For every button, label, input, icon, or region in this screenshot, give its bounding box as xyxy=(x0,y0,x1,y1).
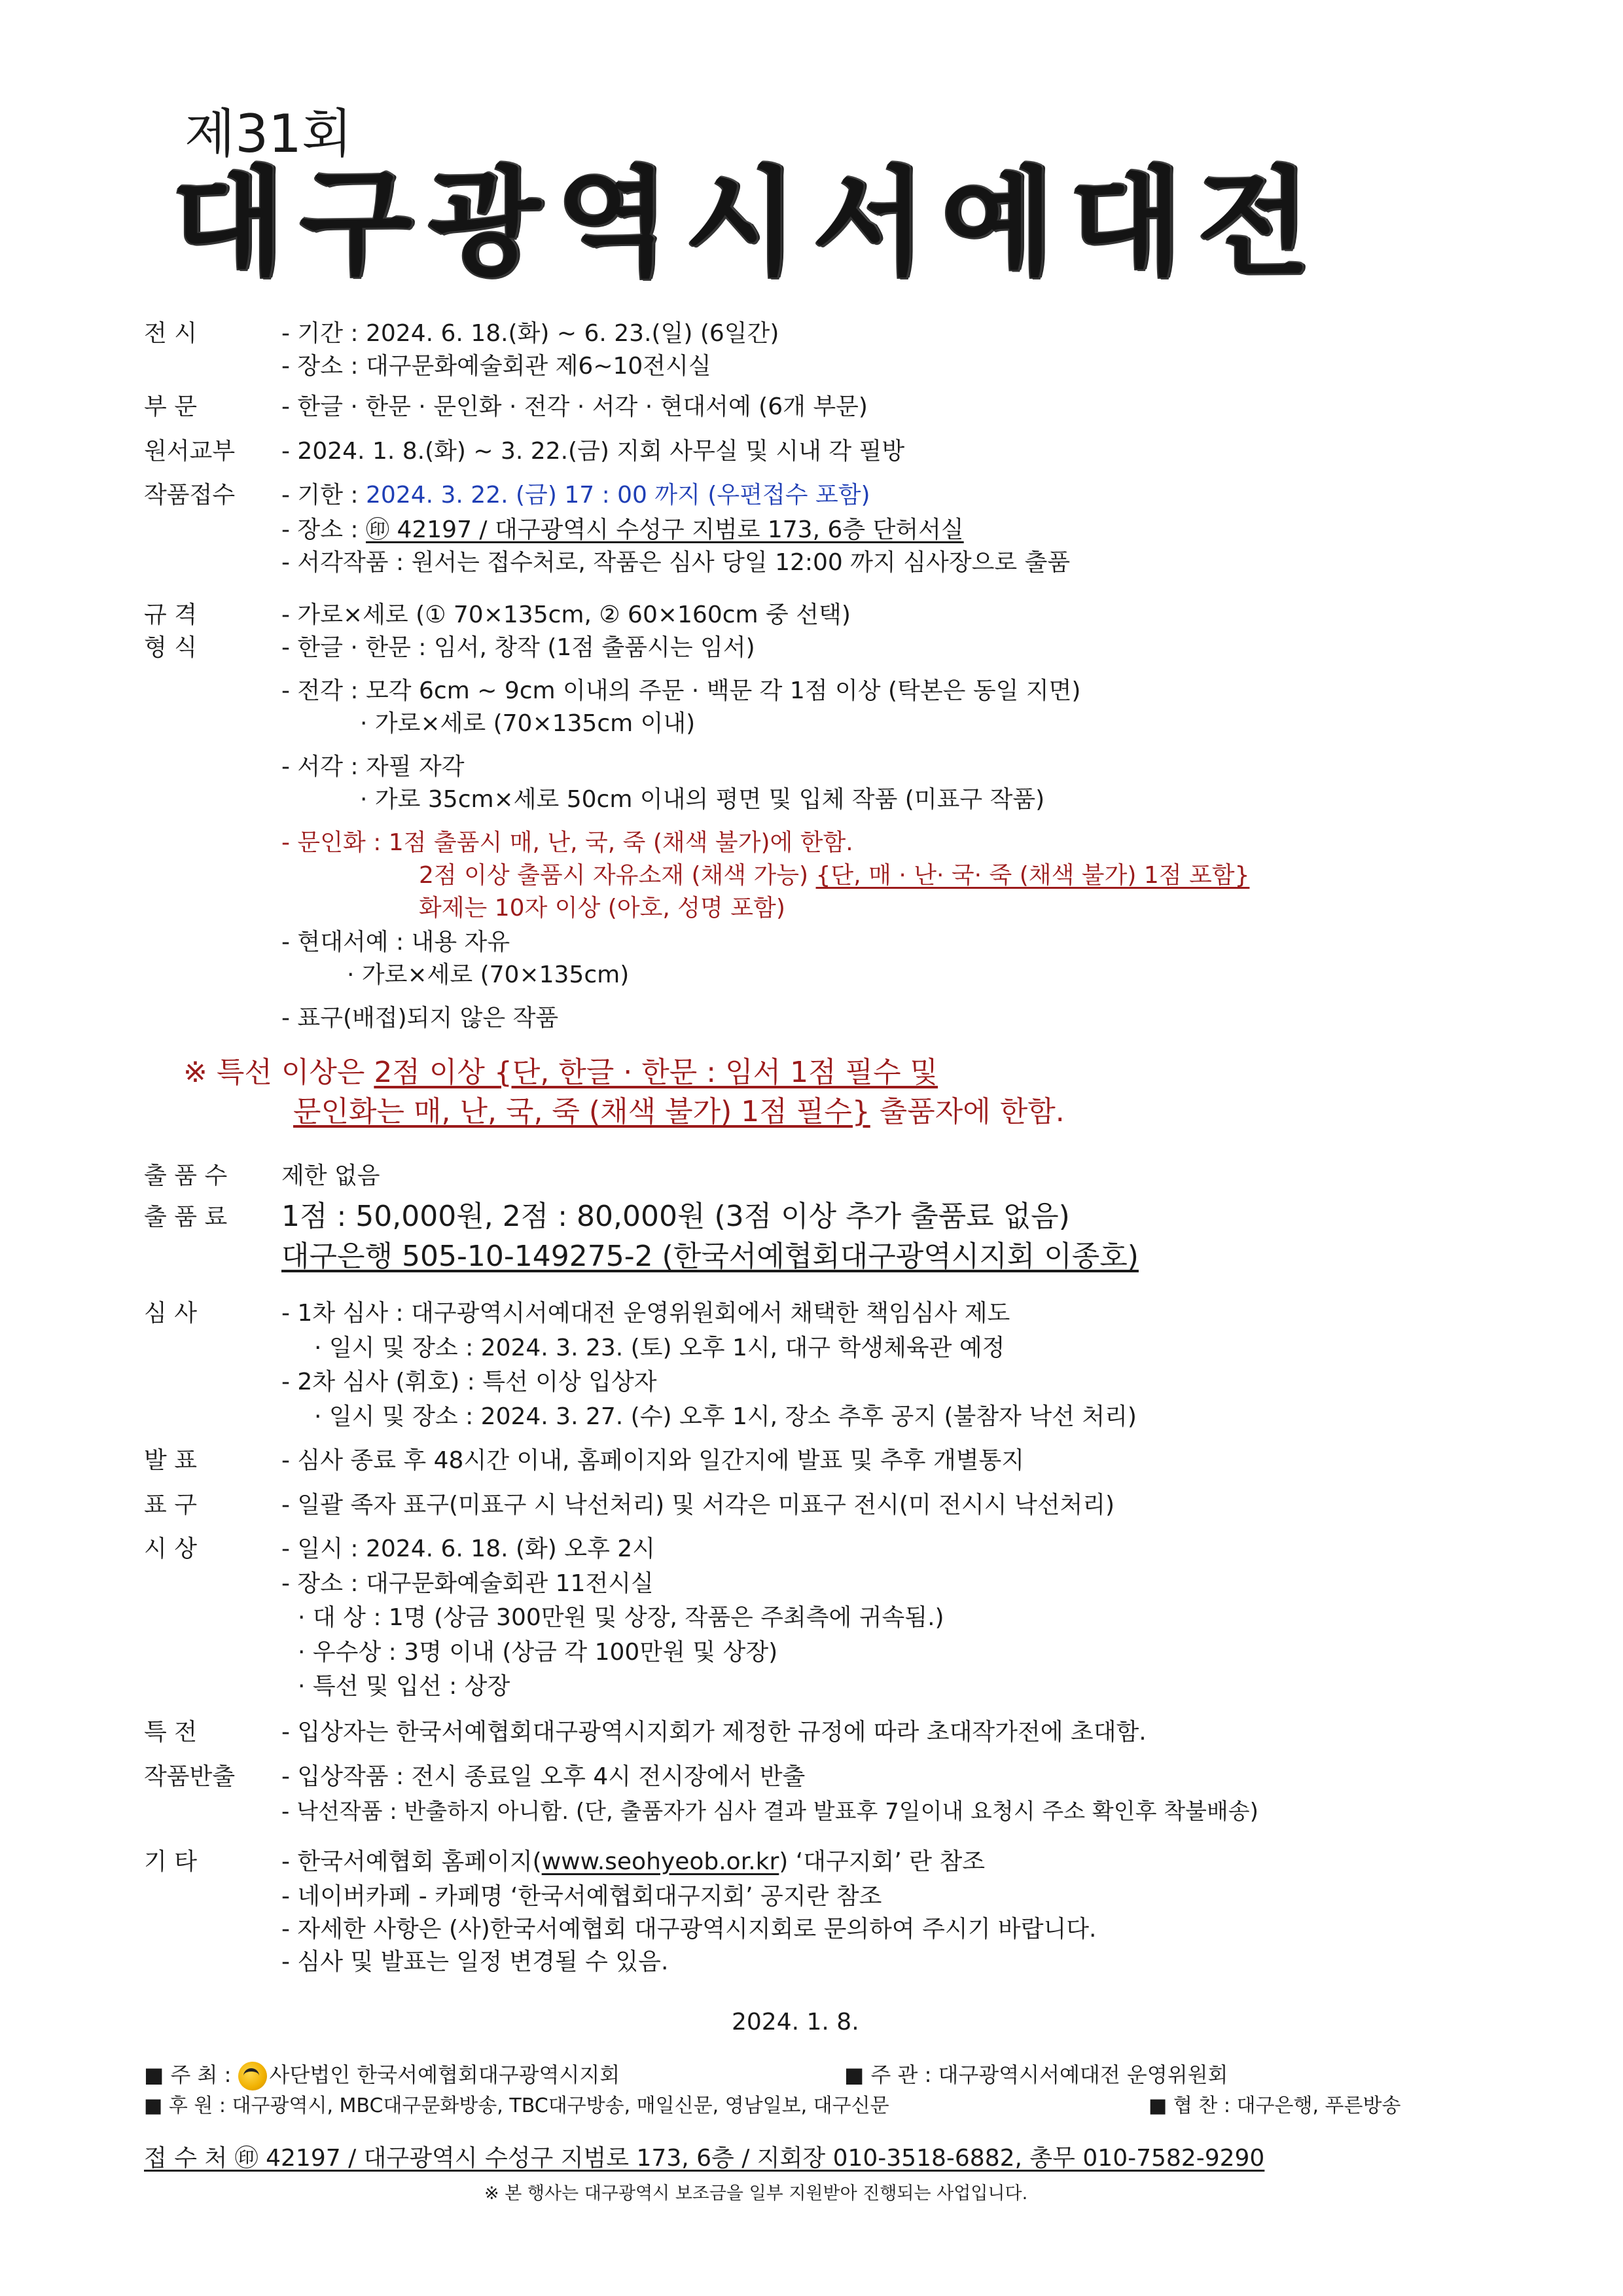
judging-first: - 1차 심사 : 대구광역시서예대전 운영위원회에서 채택한 책임심사 제도 xyxy=(281,1300,1010,1327)
spec-size: - 가로×세로 (① 70×135cm, ② 60×160cm 중 선택) xyxy=(281,601,851,628)
judging-second: - 2차 심사 (휘호) : 특선 이상 입상자 xyxy=(281,1369,657,1395)
mount-text: - 일괄 족자 표구(미표구 시 낙선처리) 및 서각은 미표구 전시(미 전시시 낙선처리) xyxy=(281,1492,1115,1518)
issue-date: 2024. 1. 8. xyxy=(732,2009,859,2036)
award-date: - 일시 : 2024. 6. 18. (화) 오후 2시 xyxy=(281,1535,655,1562)
fee-text: 1점 : 50,000원, 2점 : 80,000원 (3점 이상 추가 출품료 없음) xyxy=(281,1200,1070,1233)
label-judging: 심 사 xyxy=(144,1300,197,1327)
count-text: 제한 없음 xyxy=(281,1162,380,1189)
footer-cosponsor: ■ 협 찬 : 대구은행, 푸른방송 xyxy=(1149,2094,1401,2117)
spec-seal-row xyxy=(281,677,1080,706)
submission-deadline-row xyxy=(281,481,870,510)
label-announce: 발 표 xyxy=(144,1447,197,1474)
etc-homepage-row xyxy=(281,1848,985,1876)
spec-carve-row xyxy=(281,753,465,781)
notice-line-2 xyxy=(293,1094,1065,1130)
spec-modern: - 현대서예 : 내용 자유 xyxy=(281,929,510,956)
edition-label: 제31회 xyxy=(185,103,353,164)
submission-deadline: 2024. 3. 22. (금) 17 : 00 까지 (우편접수 포함) xyxy=(366,482,870,509)
label-spec: 규 격 xyxy=(144,601,197,628)
notice-line-1 xyxy=(183,1055,938,1090)
spec-literati-2a: 2점 이상 출품시 자유소재 (채색 가능) xyxy=(419,862,816,889)
exhibition-period: - 기간 : 2024. 6. 18.(화) ~ 6. 23.(일) (6일간) xyxy=(281,320,779,347)
spec-seal-prefix: - 전각 : xyxy=(281,677,366,704)
judging-first-date: · 일시 및 장소 : 2024. 3. 23. (토) 오후 1시, 대구 학생체육관 예정 xyxy=(314,1335,1005,1361)
exhibition-place: - 장소 : 대구문화예술회관 제6~10전시실 xyxy=(281,353,711,380)
submission-place: ㊞ 42197 / 대구광역시 수성구 지범로 173, 6층 단허서실 xyxy=(366,516,964,543)
spec-hangul: 임서, 창작 (1점 출품시는 임서) xyxy=(433,634,755,661)
label-count: 출 품 수 xyxy=(144,1162,228,1189)
notice-1a: ※ 특선 이상은 xyxy=(183,1056,374,1089)
footer-contact: 접 수 처 ㊞ 42197 / 대구광역시 수성구 지범로 173, 6층 / 지회장 010-3518-6882, 총무 010-7582-9290 xyxy=(144,2145,1265,2172)
award-place: - 장소 : 대구문화예술회관 11전시실 xyxy=(281,1570,654,1597)
submission-place-prefix: - 장소 : xyxy=(281,516,366,543)
label-etc: 기 타 xyxy=(144,1848,197,1875)
judging-second-date: · 일시 및 장소 : 2024. 3. 27. (수) 오후 1시, 장소 추후 공지 (불참자 낙선 처리) xyxy=(314,1403,1137,1430)
submission-place-row xyxy=(281,516,964,545)
category-text: - 한글 · 한문 · 문인화 · 전각 · 서각 · 현대서예 (6개 부문) xyxy=(281,393,868,420)
label-form-distribution: 원서교부 xyxy=(144,438,236,465)
spec-literati-2-row xyxy=(419,861,1249,890)
spec-carve-prefix: - 서각 : xyxy=(281,753,366,780)
footer-host xyxy=(144,2062,620,2090)
label-submission: 작품접수 xyxy=(144,482,236,509)
notice-2a: 문인화는 매, 난, 국, 죽 (채색 불가) 1점 필수} xyxy=(293,1095,870,1128)
spec-carve-size: · 가로 35cm×세로 50cm 이내의 평면 및 입체 작품 (미표구 작품) xyxy=(360,786,1045,813)
etc-inquiry: - 자세한 사항은 (사)한국서예협회 대구광역시지회로 문의하여 주시기 바랍니다. xyxy=(281,1916,1097,1943)
footer-organizer: ■ 주 관 : 대구광역시서예대전 운영위원회 xyxy=(844,2062,1228,2087)
footer-host-name: 사단법인 한국서예협회대구광역시지회 xyxy=(269,2062,620,2087)
award-grand: · 대 상 : 1명 (상금 300만원 및 상장, 작품은 주최측에 귀속됨.) xyxy=(298,1604,944,1631)
spec-seal-size: · 가로×세로 (70×135cm 이내) xyxy=(360,710,696,737)
spec-carve: 자필 자각 xyxy=(366,753,465,780)
notice-1b: 2점 이상 {단, 한글 · 한문 : 임서 1점 필수 및 xyxy=(374,1056,938,1089)
label-invite: 특 전 xyxy=(144,1719,197,1746)
spec-hangul-prefix: - 한글 · 한문 : xyxy=(281,634,434,661)
award-special: · 특선 및 입선 : 상장 xyxy=(298,1673,510,1700)
award-excellence: · 우수상 : 3명 이내 (상금 각 100만원 및 상장) xyxy=(298,1639,778,1666)
form-distribution-text: - 2024. 1. 8.(화) ~ 3. 22.(금) 지회 사무실 및 시내 각 필방 xyxy=(281,438,905,465)
etc-cafe: - 네이버카페 - 카페명 ‘한국서예협회대구지회’ 공지란 참조 xyxy=(281,1883,882,1910)
label-return: 작품반출 xyxy=(144,1763,236,1790)
submission-deadline-prefix: - 기한 : xyxy=(281,482,366,509)
spec-unmounted: - 표구(배접)되지 않은 작품 xyxy=(281,1005,559,1031)
fee-bank: 대구은행 505-10-149275-2 (한국서예협회대구광역시지회 이종호) xyxy=(281,1240,1139,1273)
label-category: 부 문 xyxy=(144,393,197,420)
return-rejected: - 낙선작품 : 반출하지 아니함. (단, 출품자가 심사 결과 발표후 7일이내 요청시 주소 확인후 착불배송) xyxy=(281,1799,1258,1825)
exhibition-title: 대구광역시서예대전 xyxy=(171,154,1326,291)
spec-literati-2b: {단, 매 · 난· 국· 죽 (채색 불가) 1점 포함} xyxy=(815,862,1250,889)
spec-seal: 모각 6cm ~ 9cm 이내의 주문 · 백문 각 1점 이상 (탁본은 동일 지면) xyxy=(366,677,1081,704)
label-exhibition: 전 시 xyxy=(144,320,197,347)
footer-host-label: ■ 주 최 : xyxy=(144,2062,238,2087)
invite-text: - 입상자는 한국서예협회대구광역시지회가 제정한 규정에 따라 초대작가전에 초대함. xyxy=(281,1719,1147,1746)
notice-2b: 출품자에 한함. xyxy=(870,1095,1065,1128)
spec-modern-size: · 가로×세로 (70×135cm) xyxy=(347,961,630,988)
label-mount: 표 구 xyxy=(144,1492,197,1518)
footer-note: ※ 본 행사는 대구광역시 보조금을 일부 지원받아 진행되는 사업입니다. xyxy=(484,2183,1028,2204)
label-fee: 출 품 료 xyxy=(144,1204,228,1230)
label-award: 시 상 xyxy=(144,1535,197,1562)
submission-carving: - 서각작품 : 원서는 접수처로, 작품은 심사 당일 12:00 까지 심사장으로 출품 xyxy=(281,549,1071,576)
spec-literati-3: 화제는 10자 이상 (아호, 성명 포함) xyxy=(419,895,785,922)
return-winners: - 입상작품 : 전시 종료일 오후 4시 전시장에서 반출 xyxy=(281,1763,806,1790)
etc-homepage-suffix: ) ‘대구지회’ 란 참조 xyxy=(779,1848,985,1875)
footer-sponsor: ■ 후 원 : 대구광역시, MBC대구문화방송, TBC대구방송, 매일신문, 영남일보, 대구신문 xyxy=(144,2094,889,2117)
announce-text: - 심사 종료 후 48시간 이내, 홈페이지와 일간지에 발표 및 추후 개별통지 xyxy=(281,1447,1025,1474)
spec-hangul-row xyxy=(281,634,755,662)
homepage-link[interactable]: www.seohyeob.or.kr xyxy=(541,1848,779,1875)
spec-literati-1: - 문인화 : 1점 출품시 매, 난, 국, 죽 (채색 불가)에 한함. xyxy=(281,829,853,856)
label-form: 형 식 xyxy=(144,634,197,661)
etc-change: - 심사 및 발표는 일정 변경될 수 있음. xyxy=(281,1948,669,1975)
association-logo-icon xyxy=(238,2062,267,2090)
etc-homepage-prefix: - 한국서예협회 홈페이지( xyxy=(281,1848,542,1875)
